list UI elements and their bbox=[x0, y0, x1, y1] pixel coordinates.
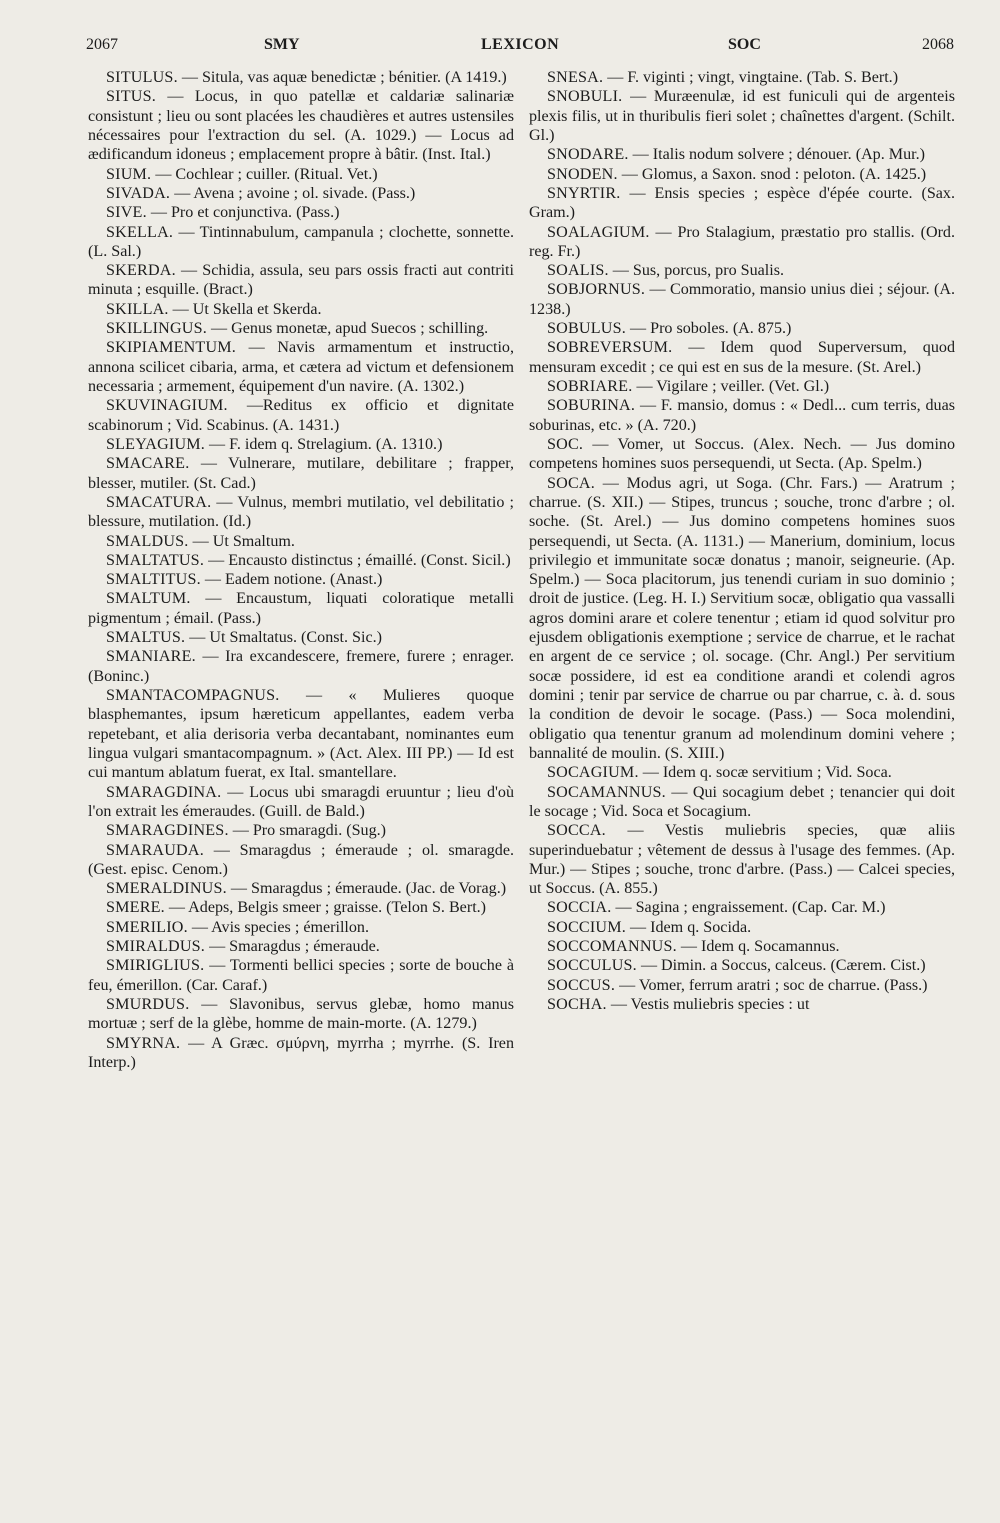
entry-headword: SMARAGDINES. bbox=[106, 822, 229, 840]
entry-headword: SMALTUS. bbox=[106, 629, 186, 647]
dictionary-entry bbox=[88, 686, 514, 783]
entry-definition: — Avis species ; émerillon. bbox=[191, 918, 370, 936]
dictionary-entry bbox=[88, 956, 514, 995]
entry-headword: SOBJORNUS. bbox=[547, 281, 646, 299]
dictionary-entry bbox=[529, 184, 955, 223]
dictionary-entry bbox=[529, 319, 955, 338]
entry-headword: SMERILIO. bbox=[106, 918, 188, 936]
dictionary-entry bbox=[529, 68, 955, 87]
entry-definition: — Ut Smaltum. bbox=[192, 532, 295, 550]
left-guide-word: SMY bbox=[264, 36, 300, 53]
entry-definition: — Pro et conjunctiva. (Pass.) bbox=[150, 204, 340, 222]
dictionary-entry bbox=[529, 976, 955, 995]
dictionary-entry bbox=[88, 454, 514, 493]
entry-headword: SKELLA. bbox=[106, 223, 174, 241]
dictionary-entry bbox=[88, 879, 514, 898]
entry-headword: SOCHA. bbox=[547, 996, 607, 1013]
entry-headword: SMALTATUS. bbox=[106, 551, 205, 569]
dictionary-entry bbox=[529, 937, 955, 956]
entry-definition: — Encausto distinctus ; émaillé. (Const. Sicil.) bbox=[208, 551, 511, 569]
dictionary-entry bbox=[88, 493, 514, 532]
entry-headword: SOBREVERSUM. bbox=[547, 339, 673, 357]
entry-headword: SOCCIUM. bbox=[547, 918, 626, 936]
entry-definition: — Navis armamentum et instructio, annona scilicet cibaria, arma, et cætera ad victum et defensionem necessaria ; armement, équipement d'un navire. (A. 1302.) bbox=[88, 339, 514, 395]
dictionary-entry bbox=[88, 261, 514, 300]
entry-headword: SOBULUS. bbox=[547, 320, 626, 338]
entry-headword: SMACATURA. bbox=[106, 493, 212, 511]
entry-definition: — Modus agri, ut Soga. (Chr. Fars.) — Aratrum ; charrue. (S. XII.) — Stipes, truncus ; souche, tronc d'arbre ; ol. soche. (St. Arel.) — Jus domino competens homines suos persequendi, ut Secta. (A. 1131.) — Manerium, dominium, locus privilegio et immunitate socæ donatus ; manoir, seigneurie. (Ap. Spelm.) — Soca placitorum, jus tenendi curiam in suo dominio ; droit de justice. (Leg. H. I.) Servitium socæ, obligatio qua vassalli agros domini arare et colere tenentur ; etiam id quod solvitur pro ejusdem obligationis exemptione ; service de charrue, et le rachat en argent de ce service ; ol. socage. (Chr. Angl.) Per servitium socæ possidere, id est ea conditione arandi et colendi agros domini ; tenir par service de charrue ou par charrue, c. à. d. sous la condition de devoir le socage. (Pass.) — Soca molendini, obligatio qua tenentur granum ad molendinum domini vehere ; bannalité de moulin. (S. XIII.) bbox=[529, 474, 955, 762]
entry-headword: SMARAUDA. bbox=[106, 841, 204, 859]
entry-headword: SOCCUS. bbox=[547, 976, 616, 994]
dictionary-entry bbox=[529, 280, 955, 319]
dictionary-entry bbox=[529, 956, 955, 975]
dictionary-entry bbox=[88, 783, 514, 822]
entry-headword: SOCAMANNUS. bbox=[547, 783, 666, 801]
entry-definition: — Slavonibus, servus glebæ, homo manus mortuæ ; serf de la glèbe, homme de main-morte. (A. 1279.) bbox=[88, 996, 514, 1033]
entry-definition: — Vigilare ; veiller. (Vet. Gl.) bbox=[636, 378, 830, 395]
dictionary-entry bbox=[88, 203, 514, 222]
entry-definition: — Tormenti bellici species ; sorte de bouche à feu, émerillon. (Car. Caraf.) bbox=[88, 957, 514, 994]
dictionary-entry bbox=[88, 68, 514, 87]
entry-definition: — Locus, in quo patellæ et caldariæ salinariæ consistunt ; lieu ou sont placées les chaudières et autres ustensiles nécessaires pour l'extraction du sel. (A. 1029.) — Locus ad ædificandum idoneus ; emplacement propre à bâtir. (Inst. Ital.) bbox=[88, 88, 514, 164]
entry-headword: SOCCULUS. bbox=[547, 957, 637, 975]
entry-definition: — Tintinnabulum, campanula ; clochette, sonnette. (L. Sal.) bbox=[88, 223, 514, 260]
entry-definition: — Pro smaragdi. (Sug.) bbox=[232, 822, 387, 840]
entry-headword: SNODEN. bbox=[547, 165, 618, 183]
entry-definition: — Situla, vas aquæ benedictæ ; bénitier. (A 1419.) bbox=[181, 69, 507, 86]
entry-headword: SOCCA. bbox=[547, 822, 606, 840]
dictionary-entry bbox=[88, 435, 514, 454]
entry-headword: SOCAGIUM. bbox=[547, 764, 639, 782]
right-column bbox=[529, 68, 955, 1014]
dictionary-entry bbox=[529, 474, 955, 764]
entry-headword: SMALDUS. bbox=[106, 532, 189, 550]
entry-definition: — F. viginti ; vingt, vingtaine. (Tab. S. Bert.) bbox=[607, 69, 899, 86]
entry-definition: — F. idem q. Strelagium. (A. 1310.) bbox=[209, 435, 443, 453]
dictionary-entry bbox=[529, 435, 955, 474]
entry-definition: — Idem quod Superversum, quod mensuram excedit ; ce qui est en sus de la mesure. (St. Arel.) bbox=[529, 339, 955, 376]
entry-definition: — « Mulieres quoque blasphemantes, ipsum hæreticum appellantes, eadem verba repetebant, et alia derisoria verba decantabant, nominantes eum lingua vulgari smantacompagnum. » (Act. Alex. III PP.) — Id est cui mantum ablatum fuerat, ex Ital. smantellare. bbox=[88, 687, 514, 782]
entry-definition: — Glomus, a Saxon. snod : peloton. (A. 1425.) bbox=[621, 165, 927, 183]
entry-headword: SMALTUM. bbox=[106, 590, 191, 608]
entry-headword: SOCCOMANNUS. bbox=[547, 938, 677, 956]
running-header bbox=[86, 36, 954, 60]
dictionary-entry bbox=[529, 821, 955, 898]
entry-headword: SIUM. bbox=[106, 165, 152, 183]
dictionary-entry bbox=[529, 261, 955, 280]
dictionary-entry bbox=[529, 165, 955, 184]
entry-definition: — Smaragdus ; émeraude. bbox=[209, 938, 380, 956]
entry-headword: SIVADA. bbox=[106, 184, 171, 202]
entry-headword: SNODARE. bbox=[547, 146, 629, 164]
entry-definition: — Ut Skella et Skerda. bbox=[172, 300, 322, 318]
entry-headword: SKILLINGUS. bbox=[106, 320, 207, 338]
entry-headword: SMURDUS. bbox=[106, 996, 190, 1013]
entry-definition: — Pro Stalagium, præstatio pro stallis. (Ord. reg. Fr.) bbox=[529, 223, 955, 260]
dictionary-entry bbox=[88, 821, 514, 840]
dictionary-entry bbox=[88, 995, 514, 1034]
entry-definition: — Vestis muliebris species : ut bbox=[610, 996, 810, 1013]
dictionary-entry bbox=[88, 898, 514, 917]
dictionary-entry bbox=[529, 87, 955, 145]
entry-definition: — F. mansio, domus : « Dedl... cum terris, duas soburinas, etc. » (A. 720.) bbox=[529, 397, 955, 434]
entry-headword: SMYRNA. bbox=[106, 1034, 181, 1052]
entry-definition: — Commoratio, mansio unius diei ; séjour. (A. 1238.) bbox=[529, 281, 956, 318]
dictionary-entry bbox=[529, 783, 955, 822]
entry-headword: SMERE. bbox=[106, 899, 165, 917]
entry-definition: — Pro soboles. (A. 875.) bbox=[630, 320, 792, 338]
header-title: LEXICON bbox=[481, 36, 560, 53]
entry-definition: — Locus ubi smaragdi eruuntur ; lieu d'où l'on extrait les émeraudes. (Guill. de Bald.) bbox=[88, 783, 515, 820]
entry-headword: SOBURINA. bbox=[547, 397, 636, 415]
entry-definition: — Smaragdus ; émeraude. (Jac. de Vorag.) bbox=[230, 880, 507, 898]
dictionary-entry bbox=[88, 628, 514, 647]
dictionary-entry bbox=[88, 87, 514, 164]
entry-definition: — Vulnerare, mutilare, debilitare ; frapper, blesser, mutiler. (St. Cad.) bbox=[88, 455, 514, 492]
entry-definition: — Avena ; avoine ; ol. sivade. (Pass.) bbox=[174, 184, 416, 202]
entry-headword: SMARAGDINA. bbox=[106, 783, 222, 801]
entry-headword: SMACARE. bbox=[106, 455, 190, 473]
entry-definition: — Ut Smaltatus. (Const. Sic.) bbox=[189, 629, 382, 647]
dictionary-entry bbox=[88, 937, 514, 956]
entry-headword: SOC. bbox=[547, 435, 584, 453]
entry-headword: SNOBULI. bbox=[547, 88, 623, 106]
entry-definition: — Eadem notione. (Anast.) bbox=[204, 571, 383, 589]
entry-headword: SNESA. bbox=[547, 69, 604, 86]
entry-definition: — Smaragdus ; émeraude ; ol. smaragde. (Gest. episc. Cenom.) bbox=[88, 841, 515, 878]
entry-headword: SNYRTIR. bbox=[547, 184, 621, 202]
entry-definition: — Schidia, assula, seu pars ossis fracti aut contriti minuta ; esquille. (Bract.) bbox=[88, 262, 514, 299]
entry-definition: — Genus monetæ, apud Suecos ; schilling. bbox=[211, 320, 489, 338]
dictionary-entry bbox=[88, 300, 514, 319]
entry-headword: SITULUS. bbox=[106, 69, 178, 86]
dictionary-entry bbox=[88, 570, 514, 589]
entry-definition: — Qui socagium debet ; tenancier qui doit le socage ; Vid. Soca et Socagium. bbox=[529, 783, 955, 820]
entry-definition: — Encaustum, liquati coloratique metalli pigmentum ; émail. (Pass.) bbox=[88, 590, 514, 627]
entry-headword: SKILLA. bbox=[106, 300, 169, 318]
dictionary-entry bbox=[88, 647, 514, 686]
dictionary-entry bbox=[529, 763, 955, 782]
entry-headword: SMANIARE. bbox=[106, 648, 196, 666]
dictionary-entry bbox=[529, 396, 955, 435]
entry-definition: — A Græc. σμύρνη, myrrha ; myrrhe. (S. Iren Interp.) bbox=[88, 1034, 514, 1071]
dictionary-entry bbox=[88, 165, 514, 184]
entry-headword: SIVE. bbox=[106, 204, 147, 222]
entry-definition: — Idem q. socæ servitium ; Vid. Soca. bbox=[642, 764, 892, 782]
entry-definition: — Vestis muliebris species, quæ aliis superinduebatur ; vêtement de dessus à l'usage des femmes. (Ap. Mur.) — Stipes ; souche, tronc d'arbre. (Pass.) — Calcei species, ut Soccus. (A. 855.) bbox=[529, 822, 955, 898]
entry-definition: — Sagina ; engraissement. (Cap. Car. M.) bbox=[615, 899, 886, 917]
entry-headword: SKIPIAMENTUM. bbox=[106, 339, 237, 357]
entry-definition: — Cochlear ; cuiller. (Ritual. Vet.) bbox=[155, 165, 378, 183]
dictionary-entry bbox=[88, 551, 514, 570]
dictionary-entry bbox=[88, 532, 514, 551]
dictionary-entry bbox=[88, 918, 514, 937]
dictionary-entry bbox=[88, 396, 514, 435]
dictionary-entry bbox=[529, 223, 955, 262]
entry-headword: SMALTITUS. bbox=[106, 571, 201, 589]
dictionary-entry bbox=[88, 589, 514, 628]
dictionary-entry bbox=[88, 223, 514, 262]
entry-definition: — Ira excandescere, fremere, furere ; enrager. (Boninc.) bbox=[88, 648, 514, 685]
entry-definition: — Vulnus, membri mutilatio, vel debilitatio ; blessure, mutilation. (Id.) bbox=[88, 493, 514, 531]
dictionary-entry bbox=[529, 145, 955, 164]
entry-definition: — Dimin. a Soccus, calceus. (Cærem. Cist.) bbox=[640, 957, 926, 975]
right-guide-word: SOC bbox=[728, 36, 761, 53]
dictionary-entry bbox=[529, 898, 955, 917]
entry-definition: — Ensis species ; espèce d'épée courte. (Sax. Gram.) bbox=[529, 184, 955, 222]
entry-headword: SOCCIA. bbox=[547, 899, 612, 917]
entry-definition: —Reditus ex officio et dignitate scabinorum ; Vid. Scabinus. (A. 1431.) bbox=[88, 397, 514, 434]
entry-headword: SMANTACOMPAGNUS. bbox=[106, 687, 280, 704]
dictionary-entry bbox=[88, 1034, 514, 1073]
dictionary-entry bbox=[529, 995, 955, 1014]
entry-headword: SKERDA. bbox=[106, 262, 176, 280]
entry-headword: SITUS. bbox=[106, 88, 156, 106]
entry-definition: — Idem q. Socamannus. bbox=[680, 938, 840, 956]
dictionary-entry bbox=[529, 377, 955, 396]
entry-definition: — Adeps, Belgis smeer ; graisse. (Telon S. Bert.) bbox=[168, 899, 487, 917]
dictionary-entry bbox=[88, 184, 514, 203]
entry-headword: SOCA. bbox=[547, 474, 595, 492]
entry-headword: SMERALDINUS. bbox=[106, 880, 227, 898]
entry-definition: — Muræenulæ, id est funiculi qui de argenteis plexis filis, ut in thuribulis fieri solet ; chaînettes d'argent. (Schilt. Gl.) bbox=[529, 88, 955, 144]
left-column bbox=[88, 68, 514, 1072]
entry-headword: SOBRIARE. bbox=[547, 378, 633, 395]
entry-headword: SOALAGIUM. bbox=[547, 223, 650, 241]
entry-definition: — Sus, porcus, pro Sualis. bbox=[612, 262, 785, 280]
dictionary-entry bbox=[529, 338, 955, 377]
entry-headword: SMIRALDUS. bbox=[106, 938, 206, 956]
right-page-number: 2068 bbox=[922, 36, 954, 53]
entry-headword: SOALIS. bbox=[547, 262, 609, 280]
entry-headword: SMIRIGLIUS. bbox=[106, 957, 205, 975]
dictionary-entry bbox=[88, 841, 514, 880]
entry-headword: SKUVINAGIUM. bbox=[106, 397, 228, 415]
dictionary-entry bbox=[88, 319, 514, 338]
entry-definition: — Vomer, ut Soccus. (Alex. Nech. — Jus domino competens homines suos persequendi, ut Secta. (Ap. Spelm.) bbox=[529, 435, 956, 473]
entry-definition: — Vomer, ferrum aratri ; soc de charrue. (Pass.) bbox=[619, 976, 928, 994]
dictionary-entry bbox=[529, 918, 955, 937]
entry-headword: SLEYAGIUM. bbox=[106, 435, 206, 453]
entry-definition: — Italis nodum solvere ; dénouer. (Ap. Mur.) bbox=[632, 146, 925, 164]
dictionary-entry bbox=[88, 338, 514, 396]
left-page-number: 2067 bbox=[86, 36, 118, 53]
entry-definition: — Idem q. Socida. bbox=[630, 918, 752, 936]
